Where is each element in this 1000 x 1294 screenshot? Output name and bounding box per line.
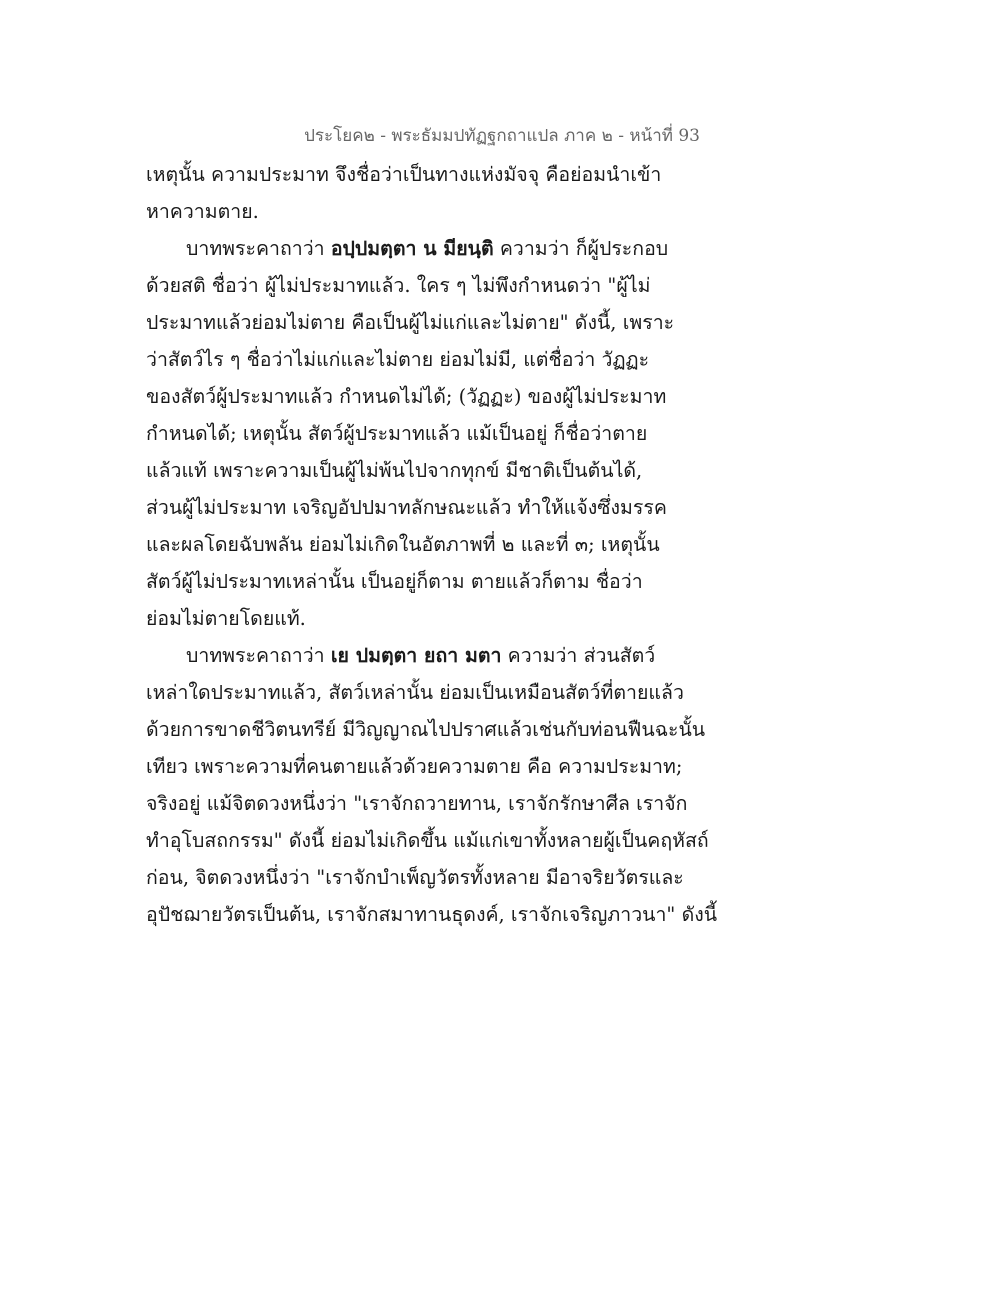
- line-lead: บาทพระคาถาว่า: [186, 644, 331, 667]
- text-line: จริงอยู่ แม้จิตดวงหนึ่งว่า "เราจักถวายทาน, เราจักรักษาศีล เราจัก: [146, 792, 688, 815]
- text-line: ย่อมไม่ตายโดยแท้.: [146, 607, 306, 630]
- text-line: ทำอุโบสถกรรม" ดังนี้ ย่อมไม่เกิดขึ้น แม้แก่เขาทั้งหลายผู้เป็นคฤหัสถ์: [146, 829, 709, 852]
- text-line: ส่วนผู้ไม่ประมาท เจริญอัปปมาทลักษณะแล้ว ทำให้แจ้งซึ่งมรรค: [146, 496, 667, 519]
- text-line: [146, 230, 706, 267]
- text-line: หาความตาย.: [146, 200, 259, 223]
- text-line: ด้วยสติ ชื่อว่า ผู้ไม่ประมาทแล้ว. ใคร ๆ ไม่พึงกำหนดว่า "ผู้ไม่: [146, 274, 651, 297]
- text-line: ก่อน, จิตดวงหนึ่งว่า "เราจักบำเพ็ญวัตรทั้งหลาย มีอาจริยวัตรและ: [146, 866, 684, 889]
- line-lead: บาทพระคาถาว่า: [186, 237, 331, 260]
- line-rest: ความว่า ก็ผู้ประกอบ: [493, 237, 669, 260]
- body-text: [146, 156, 718, 933]
- text-line: ว่าสัตว์ไร ๆ ชื่อว่าไม่แก่และไม่ตาย ย่อมไม่มี, แต่ชื่อว่า วัฏฏะ: [146, 348, 650, 371]
- text-line: สัตว์ผู้ไม่ประมาทเหล่านั้น เป็นอยู่ก็ตาม ตายแล้วก็ตาม ชื่อว่า: [146, 570, 643, 593]
- text-line: เหล่าใดประมาทแล้ว, สัตว์เหล่านั้น ย่อมเป็นเหมือนสัตว์ที่ตายแล้ว: [146, 681, 684, 704]
- text-line: [146, 637, 706, 674]
- text-line: ประมาทแล้วย่อมไม่ตาย คือเป็นผู้ไม่แก่และไม่ตาย" ดังนี้, เพราะ: [146, 311, 675, 334]
- pali-term: อปฺปมตฺตา น มียนฺติ: [330, 237, 494, 260]
- running-header: ประโยค๒ - พระธัมมปทัฏฐกถาแปล ภาค ๒ - หน้าที่ 93: [304, 126, 700, 146]
- text-line: ของสัตว์ผู้ประมาทแล้ว กำหนดไม่ได้; (วัฏฏะ) ของผู้ไม่ประมาท: [146, 385, 667, 408]
- text-line: และผลโดยฉับพลัน ย่อมไม่เกิดในอัตภาพที่ ๒ และที่ ๓; เหตุนั้น: [146, 533, 660, 556]
- pali-term: เย ปมตฺตา ยถา มตา: [330, 644, 502, 667]
- text-line: เทียว เพราะความที่คนตายแล้วด้วยความตาย คือ ความประมาท;: [146, 755, 683, 778]
- text-line: ด้วยการขาดชีวิตนทรีย์ มีวิญญาณไปปราศแล้วเช่นกับท่อนฟืนฉะนั้น: [146, 718, 706, 741]
- text-line: เหตุนั้น ความประมาท จึงชื่อว่าเป็นทางแห่งมัจจุ คือย่อมนำเข้า: [146, 163, 662, 186]
- text-line: แล้วแท้ เพราะความเป็นผู้ไม่พ้นไปจากทุกข์ มีชาติเป็นต้นได้,: [146, 459, 643, 482]
- text-line: กำหนดได้; เหตุนั้น สัตว์ผู้ประมาทแล้ว แม้เป็นอยู่ ก็ชื่อว่าตาย: [146, 422, 648, 445]
- text-line: อุปัชฌายวัตรเป็นต้น, เราจักสมาทานธุดงค์, เราจักเจริญภาวนา" ดังนี้: [146, 903, 718, 926]
- line-rest: ความว่า ส่วนสัตว์: [501, 644, 656, 667]
